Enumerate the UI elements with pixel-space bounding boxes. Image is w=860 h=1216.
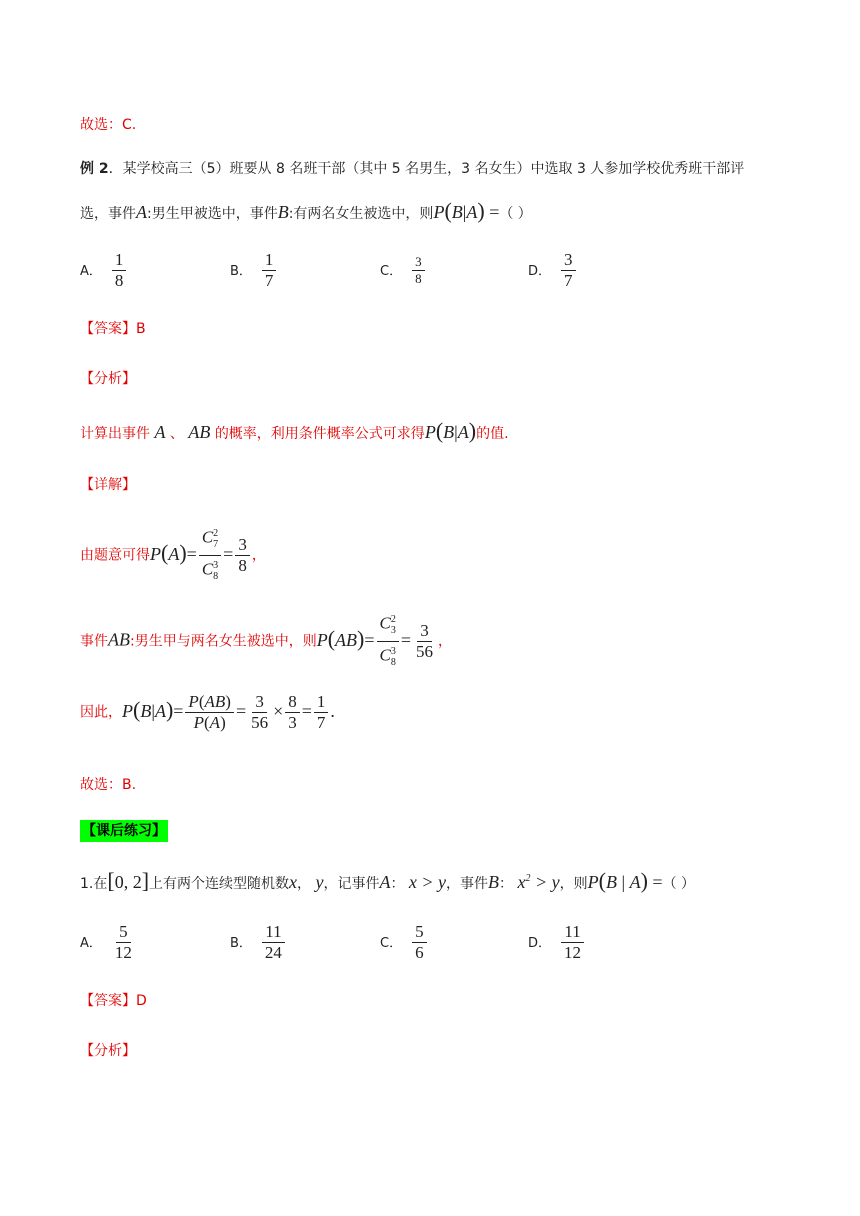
example2-option-b <box>230 250 278 291</box>
option-label: A． <box>80 263 102 279</box>
math-y: y <box>315 872 324 892</box>
q1-text-d: ，事件 <box>446 876 489 892</box>
practice-analysis-head: 【分析】 <box>80 1043 136 1059</box>
practice-answer: 【答案】D <box>80 993 147 1009</box>
detail-text: 由题意可得 <box>80 547 150 564</box>
frac-num: 3 <box>412 254 425 271</box>
detail-text: 因此， <box>80 704 122 721</box>
math-final-formula: P(B|A)= $\frac{P(AB)}{P(A)}$ = $\frac{3}{56}$ × $\frac{8}{3}$ = $\frac{1}{7}$ . <box>122 692 335 732</box>
math-B: B <box>488 872 500 892</box>
example2-text-line1: ．某学校高三（5）班要从 8 名班干部（其中 5 名男生，3 名女生）中选取 3 人参加学校优秀班干部评 <box>108 161 745 177</box>
frac-den: 7 <box>264 271 274 290</box>
math-A: A <box>136 202 147 222</box>
practice-heading <box>80 820 168 840</box>
q1-text-e: ，则 <box>559 876 588 892</box>
example2-question-line1 <box>80 158 744 178</box>
math-x: x <box>289 872 298 892</box>
math-PBA: P(B|A) <box>424 418 477 443</box>
frac-den: 8 <box>114 271 124 290</box>
example2-question-line2 <box>80 198 532 224</box>
example2-text-c: :有两名女生被选中，则 <box>288 206 434 222</box>
analysis-text-b: 、 <box>169 426 184 442</box>
option-label: A． <box>80 935 102 951</box>
example2-text-a: 选，事件 <box>80 206 136 222</box>
math-PBA: P(B|A) = <box>433 198 500 223</box>
analysis-text-a: 计算出事件 <box>80 426 150 442</box>
math-x-gt-y: x > y <box>408 872 447 892</box>
frac-den: 8 <box>415 271 422 286</box>
practice-option-a <box>80 922 137 963</box>
analysis-text-c: 的概率，利用条件概率公式可求得 <box>214 426 425 442</box>
frac-den: 12 <box>564 943 582 962</box>
math-PA-formula: P(A)= $\frac{C_7^2}{C_8^3}$ = $\frac{3}{8}$ <box>150 544 252 564</box>
math-x2-gt-y: $x^2 > y$ <box>517 872 560 892</box>
analysis-text-d: 的值. <box>476 426 509 442</box>
math-A: A <box>379 872 391 892</box>
example2-label: 例 2 <box>80 161 109 177</box>
detail-text: :男生甲与两名女生被选中，则 <box>130 633 317 650</box>
frac-num: 5 <box>116 922 131 943</box>
practice-option-c <box>380 922 429 963</box>
math-AB: AB <box>108 629 130 650</box>
detail-line2: 事件AB:男生甲与两名女生被选中，则P(AB)= $\frac{C_3^2}{C_8^3}$ = $\frac{3}{56}$ ， <box>80 610 452 673</box>
detail-line1: 由题意可得P(A)= $\frac{C_7^2}{C_8^3}$ = $\frac{3}{8}$ ， <box>80 524 266 587</box>
option-label: C． <box>380 263 403 279</box>
math-B: B <box>277 202 289 222</box>
frac-den: 24 <box>264 943 282 962</box>
math-interval: [0, 2] <box>107 868 150 893</box>
frac-den: 6 <box>415 943 424 962</box>
practice-option-d <box>528 922 586 963</box>
practice-option-b <box>230 922 287 963</box>
q1-text-b: 上有两个连续型随机数 <box>149 876 290 892</box>
option-label: B． <box>230 935 252 951</box>
math-AB: AB <box>188 422 211 442</box>
practice-q1: 1.在[0, 2]上有两个连续型随机数x， y，记事件A： x > y，事件B： $x^2 > y$，则P(B | A) =（ ） <box>80 868 696 893</box>
option-label: D． <box>528 263 552 279</box>
option-label: D． <box>528 935 552 951</box>
ex1-answer-line: 故选：C. <box>80 117 137 133</box>
frac-den: 7 <box>564 271 573 290</box>
example2-detail-head: 【详解】 <box>80 477 136 493</box>
frac-den: 12 <box>114 943 132 962</box>
practice-heading-text: 【课后练习】 <box>80 820 168 842</box>
example2-text-b: :男生甲被选中，事件 <box>147 206 278 222</box>
frac-num: 5 <box>412 922 427 943</box>
example2-analysis-text <box>80 418 509 444</box>
frac-num: 1 <box>262 250 277 271</box>
math-A: A <box>154 422 166 442</box>
frac-num: 11 <box>262 922 284 943</box>
option-label: C． <box>380 935 403 951</box>
example2-option-a <box>80 250 128 291</box>
option-label: B． <box>230 263 252 279</box>
math-PBA: P(B | A) = <box>587 868 663 893</box>
q1-blank: （ ） <box>662 876 696 892</box>
math-PAB-formula: P(AB)= $\frac{C_3^2}{C_8^3}$ = $\frac{3}{56}$ <box>317 630 438 650</box>
frac-num: 3 <box>561 250 576 271</box>
example2-analysis-head: 【分析】 <box>80 371 136 387</box>
q1-text-a: 1.在 <box>80 876 108 892</box>
frac-num: 11 <box>561 922 583 943</box>
example2-option-c <box>380 254 427 287</box>
q1-text-c: ，记事件 <box>323 876 380 892</box>
example2-answer: 【答案】B <box>80 321 146 337</box>
example2-final-answer: 故选：B. <box>80 777 137 793</box>
detail-text: 事件 <box>80 633 108 650</box>
example2-blank: （ ） <box>499 206 532 222</box>
example2-option-d <box>528 250 578 291</box>
frac-num: 1 <box>112 250 127 271</box>
detail-line3 <box>80 692 335 733</box>
